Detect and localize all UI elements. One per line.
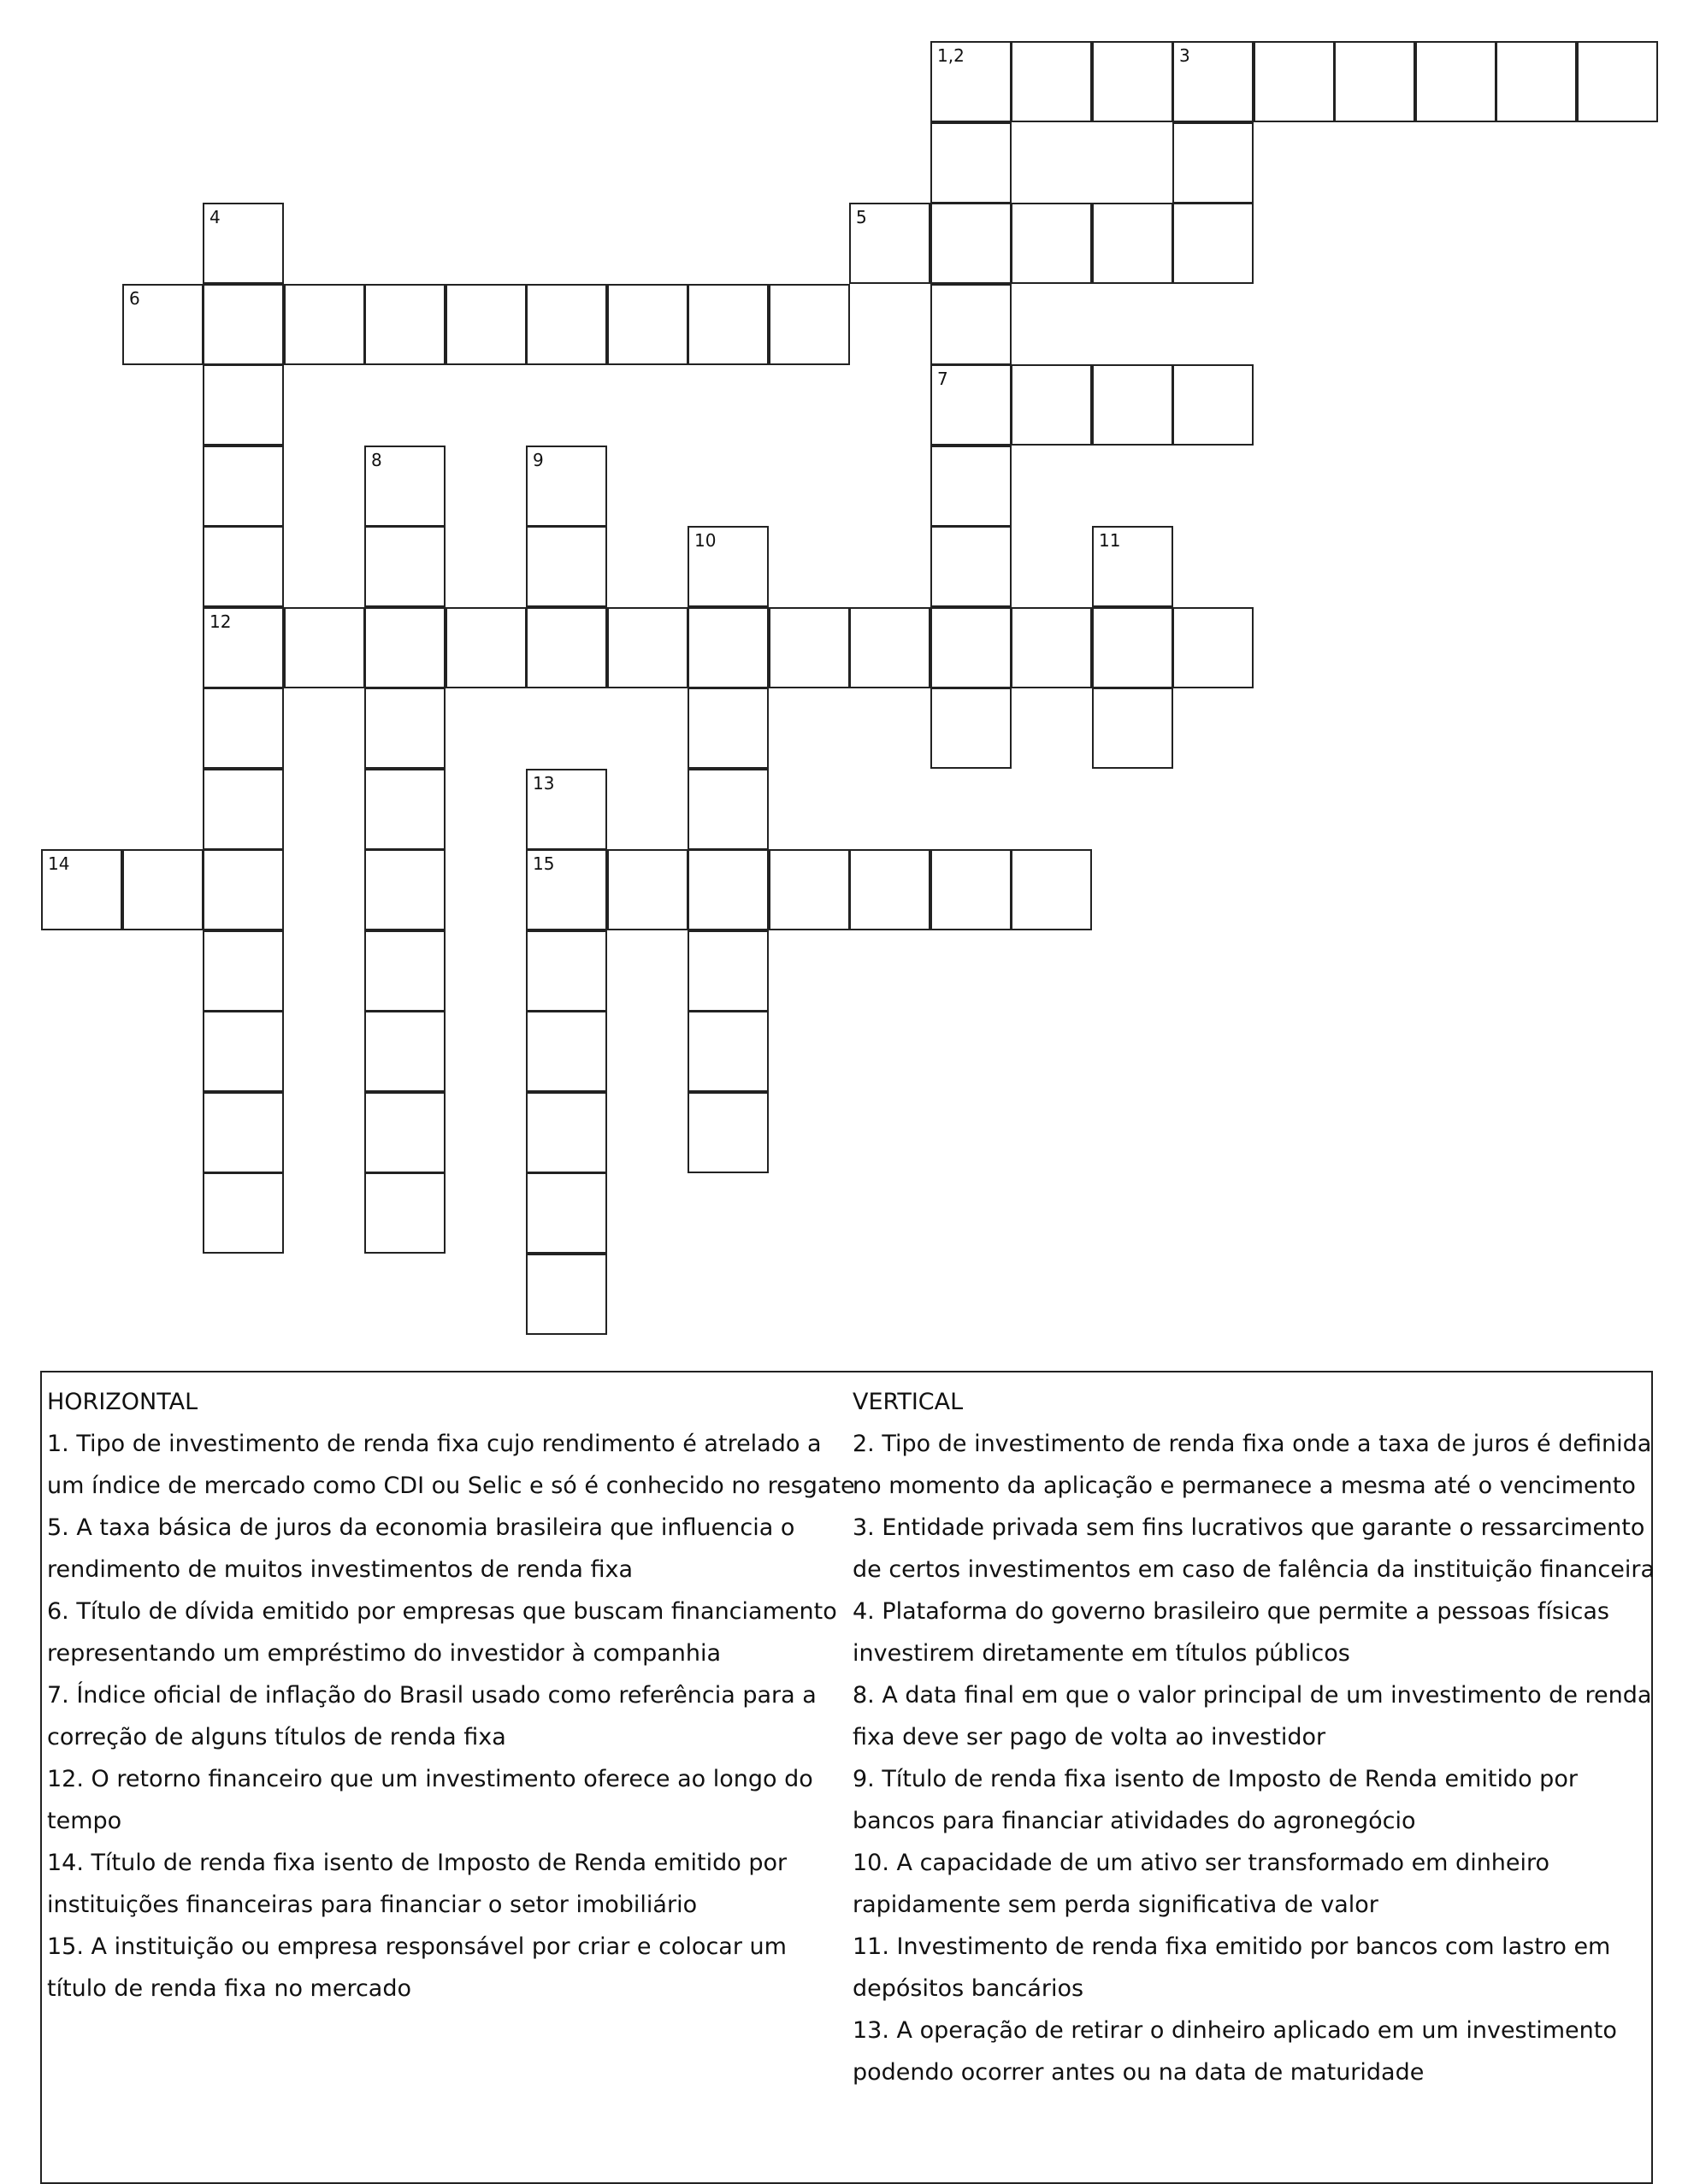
grid-cell[interactable] [203,446,284,527]
grid-cell[interactable] [364,769,446,850]
grid-cell[interactable] [930,122,1012,204]
grid-cell[interactable] [446,607,527,688]
grid-cell[interactable] [1092,41,1173,122]
grid-cell[interactable] [769,849,850,930]
grid-cell[interactable] [364,849,446,930]
grid-cell[interactable] [1172,41,1254,122]
grid-cell[interactable] [930,526,1012,607]
grid-cell[interactable] [930,364,1012,446]
grid-cell[interactable] [446,284,527,365]
grid-cell[interactable] [41,849,122,930]
grid-cell[interactable] [526,769,607,850]
grid-cell[interactable] [688,769,769,850]
grid-cell[interactable] [1011,849,1092,930]
clue-line: 12. O retorno financeiro que um investimento oferece ao longo do [47,1766,813,1792]
grid-cell[interactable] [607,607,688,688]
grid-cell[interactable] [1092,364,1173,446]
clue-number: 11 [1099,530,1121,551]
grid-cell[interactable] [849,607,930,688]
clue-line: 11. Investimento de renda fixa emitido por bancos com lastro em [853,1933,1611,1960]
clue-line: correção de alguns títulos de renda fixa [47,1724,506,1750]
clue-line: título de renda fixa no mercado [47,1975,412,2002]
horizontal-clues [47,1381,859,2010]
grid-cell[interactable] [364,446,446,527]
grid-cell[interactable] [526,446,607,527]
vertical-clues [853,1381,1665,2093]
grid-cell[interactable] [930,849,1012,930]
clue-line: instituições financeiras para financiar o setor imobiliário [47,1892,698,1918]
grid-cell[interactable] [1334,41,1415,122]
grid-cell[interactable] [1092,526,1173,607]
grid-cell[interactable] [122,284,204,365]
grid-cell[interactable] [1011,41,1092,122]
grid-cell[interactable] [364,526,446,607]
grid-cell[interactable] [203,688,284,769]
clue-line: 9. Título de renda fixa isento de Imposto de Renda emitido por [853,1766,1578,1792]
grid-cell[interactable] [526,1172,607,1254]
grid-cell[interactable] [688,1011,769,1092]
grid-cell[interactable] [364,1011,446,1092]
clue-line: 14. Título de renda fixa isento de Imposto de Renda emitido por [47,1850,788,1876]
grid-cell[interactable] [930,203,1012,284]
grid-cell[interactable] [203,203,284,284]
clue-number: 7 [937,369,948,389]
grid-cell[interactable] [526,1254,607,1335]
clue-line: 6. Título de dívida emitido por empresas que buscam financiamento [47,1598,837,1625]
grid-cell[interactable] [1172,203,1254,284]
grid-cell[interactable] [1172,364,1254,446]
grid-cell[interactable] [1011,203,1092,284]
grid-cell[interactable] [1172,122,1254,204]
clue-line: de certos investimentos em caso de falência da instituição financeira [853,1556,1656,1583]
grid-cell[interactable] [1011,607,1092,688]
grid-cell[interactable] [930,284,1012,365]
grid-cell[interactable] [688,607,769,688]
grid-cell[interactable] [769,607,850,688]
grid-cell[interactable] [1415,41,1496,122]
grid-cell[interactable] [203,1011,284,1092]
grid-cell[interactable] [526,849,607,930]
grid-cell[interactable] [769,284,850,365]
grid-cell[interactable] [930,607,1012,688]
clue-line: 8. A data final em que o valor principal de um investimento de renda [853,1682,1652,1709]
grid-cell[interactable] [930,446,1012,527]
grid-cell[interactable] [1011,364,1092,446]
grid-cell[interactable] [1172,607,1254,688]
grid-cell[interactable] [364,607,446,688]
clue-number: 9 [533,450,544,470]
grid-cell[interactable] [364,930,446,1012]
clue-number: 14 [48,853,70,874]
grid-cell[interactable] [688,930,769,1012]
grid-cell[interactable] [284,284,365,365]
clue-number: 6 [129,288,140,309]
clue-line: rendimento de muitos investimentos de renda fixa [47,1556,634,1583]
grid-cell[interactable] [607,284,688,365]
grid-cell[interactable] [203,769,284,850]
grid-cell[interactable] [688,849,769,930]
grid-cell[interactable] [203,607,284,688]
grid-cell[interactable] [1496,41,1577,122]
clue-line: 2. Tipo de investimento de renda fixa onde a taxa de juros é definida [853,1431,1652,1457]
grid-cell[interactable] [1092,607,1173,688]
grid-cell[interactable] [930,41,1012,122]
clue-line: 7. Índice oficial de inflação do Brasil usado como referência para a [47,1682,817,1709]
clue-number: 15 [533,853,555,874]
horizontal-heading: HORIZONTAL [47,1389,198,1415]
clue-number: 1,2 [937,45,965,66]
grid-cell[interactable] [688,1092,769,1173]
clue-line: depósitos bancários [853,1975,1084,2002]
clue-line: representando um empréstimo do investidor à companhia [47,1640,722,1667]
grid-cell[interactable] [688,688,769,769]
grid-cell[interactable] [607,849,688,930]
clue-number: 5 [856,207,867,227]
clue-line: 1. Tipo de investimento de renda fixa cujo rendimento é atrelado a [47,1431,822,1457]
clue-line: 10. A capacidade de um ativo ser transformado em dinheiro [853,1850,1550,1876]
grid-cell[interactable] [526,526,607,607]
grid-cell[interactable] [203,930,284,1012]
grid-cell[interactable] [203,284,284,365]
clue-line: 4. Plataforma do governo brasileiro que permite a pessoas físicas [853,1598,1609,1625]
grid-cell[interactable] [526,1011,607,1092]
grid-cell[interactable] [1254,41,1335,122]
clue-line: investirem diretamente em títulos públicos [853,1640,1350,1667]
grid-cell[interactable] [203,849,284,930]
clue-line: tempo [47,1808,122,1834]
grid-cell[interactable] [364,1172,446,1254]
grid-cell[interactable] [364,284,446,365]
grid-cell[interactable] [688,526,769,607]
clue-number: 3 [1179,45,1190,66]
grid-cell[interactable] [1092,203,1173,284]
clues-box [40,1371,1656,2184]
grid-cell[interactable] [1577,41,1658,122]
clue-number: 10 [694,530,717,551]
grid-cell[interactable] [203,526,284,607]
grid-cell[interactable] [364,1092,446,1173]
grid-cell[interactable] [203,1172,284,1254]
clue-number: 4 [210,207,221,227]
clue-line: bancos para financiar atividades do agronegócio [853,1808,1416,1834]
grid-cell[interactable] [526,284,607,365]
vertical-heading: VERTICAL [853,1389,964,1415]
clue-line: podendo ocorrer antes ou na data de maturidade [853,2059,1425,2086]
grid-cell[interactable] [930,688,1012,769]
clue-number: 8 [371,450,382,470]
clue-line: um índice de mercado como CDI ou Selic e só é conhecido no resgate [47,1473,855,1499]
grid-cell[interactable] [203,1092,284,1173]
clue-line: 13. A operação de retirar o dinheiro aplicado em um investimento [853,2017,1617,2044]
grid-cell[interactable] [526,1092,607,1173]
grid-cell[interactable] [526,607,607,688]
grid-cell[interactable] [1092,688,1173,769]
clue-line: fixa deve ser pago de volta ao investidor [853,1724,1326,1750]
grid-cell[interactable] [526,930,607,1012]
grid-cell[interactable] [122,849,204,930]
grid-cell[interactable] [849,203,930,284]
grid-cell[interactable] [364,688,446,769]
clue-number: 12 [210,611,232,632]
grid-cell[interactable] [203,364,284,446]
clue-line: rapidamente sem perda significativa de valor [853,1892,1378,1918]
grid-cell[interactable] [688,284,769,365]
clue-line: 5. A taxa básica de juros da economia brasileira que influencia o [47,1514,795,1541]
grid-cell[interactable] [849,849,930,930]
clue-line: 15. A instituição ou empresa responsável por criar e colocar um [47,1933,787,1960]
clue-number: 13 [533,773,555,794]
clue-line: 3. Entidade privada sem fins lucrativos que garante o ressarcimento [853,1514,1645,1541]
grid-cell[interactable] [284,607,365,688]
clue-line: no momento da aplicação e permanece a mesma até o vencimento [853,1473,1636,1499]
